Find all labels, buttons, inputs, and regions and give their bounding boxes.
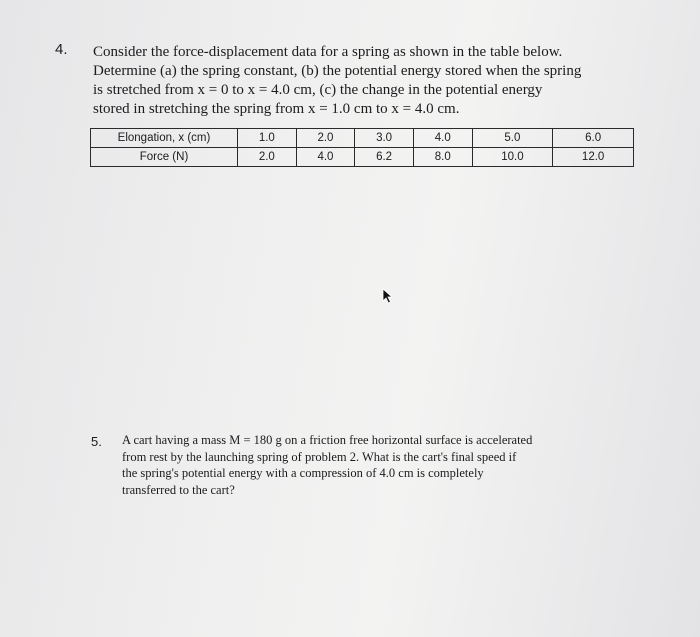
table-cell: 2.0: [296, 129, 355, 148]
table-cell: 2.0: [238, 148, 297, 167]
table-cell: 10.0: [472, 148, 553, 167]
question-5-number: 5.: [91, 434, 102, 449]
table-cell: 4.0: [413, 129, 472, 148]
table-cell: 4.0: [296, 148, 355, 167]
q4-line: Consider the force-displacement data for a spring as shown in the table below.: [93, 44, 563, 60]
table-cell: 6.2: [355, 148, 414, 167]
table-cell: 8.0: [413, 148, 472, 167]
question-4-number: 4.: [55, 41, 68, 58]
table-cell: 12.0: [553, 148, 634, 167]
q5-line: transferred to the cart?: [122, 482, 235, 497]
table-cell: 6.0: [553, 129, 634, 148]
table-cell: 1.0: [238, 129, 297, 148]
table-row-label: Elongation, x (cm): [91, 129, 238, 148]
table-row-label: Force (N): [91, 148, 238, 167]
q4-line: Determine (a) the spring constant, (b) the potential energy stored when the spring: [93, 63, 582, 79]
mouse-cursor-icon: [382, 288, 394, 304]
q4-line: stored in stretching the spring from x = 1.0 cm to x = 4.0 cm.: [93, 101, 460, 117]
table-cell: 3.0: [355, 129, 414, 148]
question-5-text: [122, 432, 622, 498]
table-row-force: [91, 148, 634, 167]
q5-line: A cart having a mass M = 180 g on a friction free horizontal surface is accelerated: [122, 433, 533, 447]
table-row-elongation: [91, 129, 634, 148]
table-cell: 5.0: [472, 129, 553, 148]
q5-line: the spring's potential energy with a compression of 4.0 cm is completely: [122, 466, 484, 480]
q4-line: is stretched from x = 0 to x = 4.0 cm, (c) the change in the potential energy: [93, 82, 543, 98]
question-4-text: [93, 43, 633, 119]
spring-data-table: [90, 128, 634, 167]
q5-line: from rest by the launching spring of problem 2. What is the cart's final speed if: [122, 449, 517, 464]
